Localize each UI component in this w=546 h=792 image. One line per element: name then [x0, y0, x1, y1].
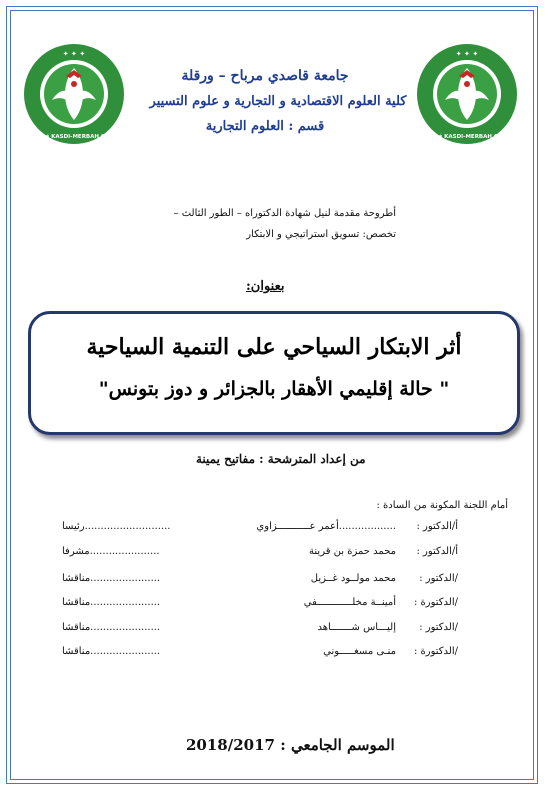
member-role: ......................مناقشا [62, 597, 161, 608]
academic-season: الموسم الجامعي : 2018/2017 [186, 736, 395, 754]
university-name: جامعة قاصدي مرباح – ورقلة [181, 68, 349, 84]
university-seal-icon [22, 42, 126, 146]
member-role: ......................مشرفا [62, 546, 160, 557]
university-logo-right [415, 42, 519, 146]
university-logo-left [22, 42, 126, 146]
title-box [28, 311, 520, 435]
thesis-subtitle: " حالة إقليمي الأهقار بالجزائر و دوز بتونس" [98, 378, 450, 400]
department-name: قسم : العلوم التجارية [205, 119, 325, 134]
member-title: /الدكتور : [419, 622, 458, 633]
member-name: منـى مسغـــــوني [323, 646, 396, 657]
svg-text:✦ ✦ ✦: ✦ ✦ ✦ [455, 50, 479, 58]
committee-row [62, 521, 458, 539]
thesis-title: أثر الابتكار السياحي على التنمية السياحية [86, 334, 462, 360]
committee-row [62, 573, 458, 591]
member-role: ...........................رئيسا [62, 521, 171, 532]
committee-row [62, 546, 458, 564]
member-role: ......................مناقشا [62, 573, 161, 584]
svg-text:Université KASDI-MERBAH OUARGL: Université KASDI-MERBAH OUARGLA [22, 134, 126, 140]
member-title: أ/الدكتور : [416, 521, 458, 532]
svg-text:✦ ✦ ✦: ✦ ✦ ✦ [62, 50, 86, 58]
committee-row [62, 622, 458, 640]
member-title: أ/الدكتور : [416, 546, 458, 557]
member-name: إليـــاس شـــــــاهد [317, 622, 396, 633]
thesis-specialization: تخصص: تسويق استراتيجي و الابتكار [246, 229, 396, 240]
member-title: /الدكتورة : [413, 646, 458, 657]
member-name: ..................أعمر عـــــــــــزاوي [256, 521, 396, 532]
member-title: /الدكتورة : [413, 597, 458, 608]
member-title: /الدكتور : [419, 573, 458, 584]
member-name: محمد حمزة بن قرينة [309, 546, 396, 557]
member-role: ......................مناقشا [62, 646, 161, 657]
member-role: ......................مناقشا [62, 622, 161, 633]
titled-label: بعنوان: [246, 279, 285, 294]
svg-text:Université KASDI-MERBAH OUARGL: Université KASDI-MERBAH OUARGLA [415, 134, 519, 140]
member-name: أمينــة مخلــــــــــــفي [303, 597, 396, 608]
committee-heading: أمام اللجنة المكونة من السادة : [376, 500, 508, 511]
committee-row [62, 646, 458, 664]
committee-row [62, 597, 458, 615]
thesis-description: أطروحة مقدمة لنيل شهادة الدكتوراه – الطور الثالث – [173, 208, 396, 219]
faculty-name: كلية العلوم الاقتصادية و التجارية و علوم التسيير [149, 94, 407, 109]
university-seal-icon [415, 42, 519, 146]
candidate-name: من إعداد المترشحة : مفاتيح يمينة [196, 452, 366, 466]
member-name: محمد مولــود غــزيل [310, 573, 396, 584]
